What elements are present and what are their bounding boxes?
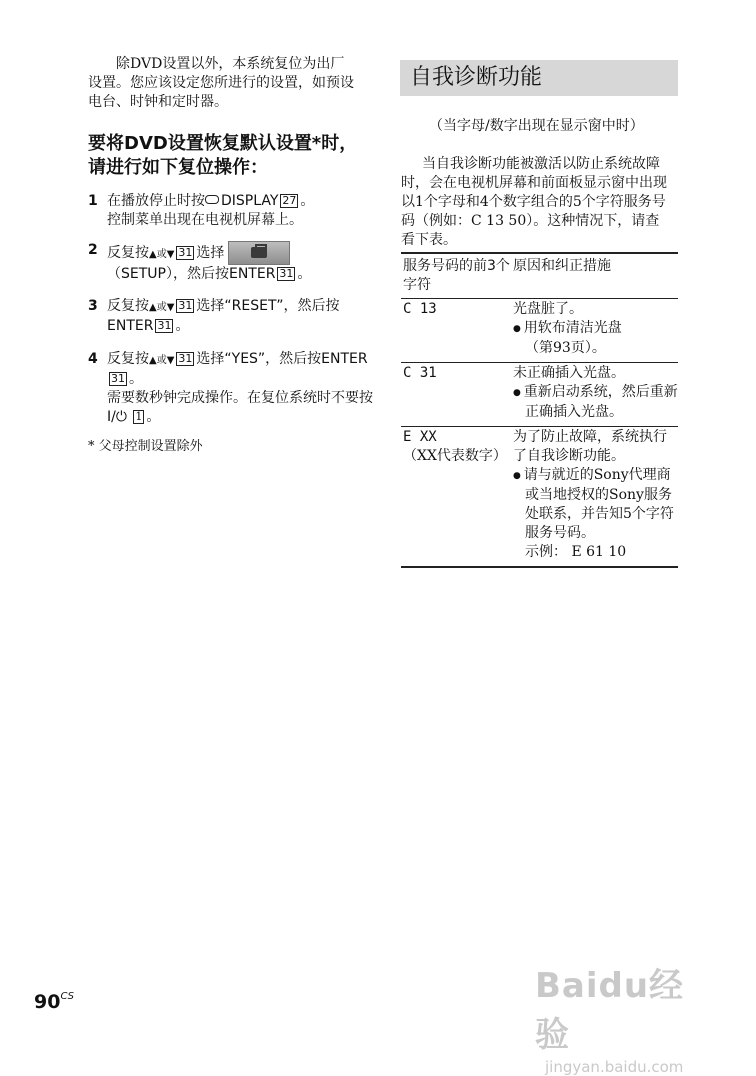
service-code: C 13 [401,299,511,363]
service-code-cell [401,427,511,568]
table-row [401,363,678,427]
watermark-url: jingyan.baidu.com [545,1058,684,1076]
diagnosis-description: 当自我诊断功能被激活以防止系统故障时，会在电视机屏幕和前面板显示窗中出现以1个字母和4个数字组合的5个字符服务号码（例如：C 13 50）。这种情况下，请查看下表。 [401,156,667,248]
ref-number: 31 [178,352,193,365]
step-number: 3 [88,298,98,314]
ref-number: 31 [178,299,193,312]
power-icon: I/⏻ [107,409,127,425]
column-header-code: 服务号码的前3个字符 [401,253,511,299]
ref-number: 27 [282,194,297,207]
step-number: 4 [88,351,98,367]
baidu-logo: Baidu经验 [535,966,685,1055]
service-number-table [401,252,678,568]
step-2: 2 反复按▲或▼ 31 选择 （SETUP），然后按ENTER 31 。 [88,242,312,282]
table-header-row [401,253,678,299]
table-row [401,427,678,568]
footnote: * 父母控制设置除外 [88,439,203,454]
diagnosis-condition: （当字母/数字出现在显示窗中时） [429,118,644,134]
remedy-text: ● 重新启动系统，然后重新正确插入光盘。 [513,383,678,422]
service-code: E XX [403,429,437,445]
step-note: 控制菜单出现在电视机屏幕上。 [107,212,303,228]
ref-number: 31 [279,267,294,280]
setup-toolbox-icon [228,241,290,265]
cause-text: 光盘脏了。 [513,301,583,317]
cause-cell [511,299,678,363]
service-code: C 31 [401,363,511,427]
ref-number: 31 [178,246,193,259]
cause-cell [511,363,678,427]
example-text: 示例： E 61 10 [525,544,627,560]
step-number: 1 [88,193,98,209]
step-1: 1 在播放停止时按 DISPLAY 27 。 控制菜单出现在电视机屏幕上。 [88,192,378,230]
up-down-arrows-icon: ▲或▼ [149,249,175,260]
intro-paragraph: 除DVD设置以外，本系统复位为出厂设置。您应该设定您所进行的设置，如预设电台、时钟和定时器。 [88,56,354,110]
section-title: 自我诊断功能 [410,65,543,90]
reset-heading: 要将DVD设置恢复默认设置*时，请进行如下复位操作： [88,133,358,178]
step-note: 需要数秒钟完成操作。在复位系统时不要按I/⏻ 1 。 [107,390,373,425]
cause-text: 未正确插入光盘。 [513,365,625,381]
up-down-arrows-icon: ▲或▼ [149,302,175,313]
page-suffix: CS [60,991,74,1002]
ref-number: 31 [157,319,172,332]
ref-number: 31 [111,372,125,385]
column-header-cause: 原因和纠正措施 [511,253,678,299]
remedy-text-continued: （第93页）。 [525,340,606,356]
ref-number: 1 [135,410,143,423]
service-code-note: （XX代表数字） [403,448,507,464]
display-button-icon [205,195,219,204]
cause-text: 为了防止故障，系统执行了自我诊断功能。 [513,429,667,464]
up-down-arrows-icon: ▲或▼ [149,355,175,366]
remedy-text: ● 请与就近的Sony代理商或当地授权的Sony服务处联系，并告知5个字符服务号码。 [513,466,678,543]
display-label: DISPLAY [221,193,279,209]
page-number: $90^{CS}$ [34,991,74,1013]
step-3: 3 反复按▲或▼ 31 选择“RESET”，然后按ENTER 31 。 [88,298,340,334]
table-row [401,299,678,363]
step-4: 4 反复按▲或▼ 31 选择“YES”，然后按ENTER31 。 需要数秒钟完成操作。在复位系统时不要按I/⏻ 1 。 [88,350,378,427]
cause-cell [511,427,678,568]
baidu-watermark [535,958,715,1076]
step-number: 2 [88,242,98,258]
remedy-text: ● 用软布清洁光盘 [513,319,678,339]
